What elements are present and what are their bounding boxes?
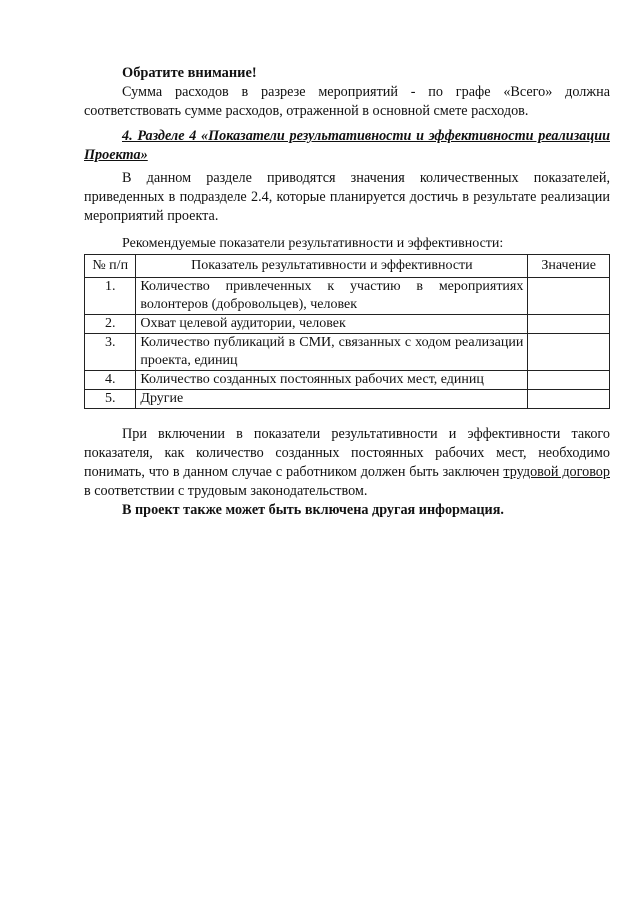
labor-contract-link[interactable]: трудовой договор — [503, 464, 610, 480]
table-row — [85, 371, 610, 390]
table-caption: Рекомендуемые показатели результативности и эффективности: — [122, 236, 504, 251]
row-num: 2. — [85, 315, 136, 334]
indicators-table — [84, 254, 610, 409]
row-value — [528, 390, 610, 409]
row-num: 4. — [85, 371, 136, 390]
header-value: Значение — [528, 255, 610, 278]
row-value — [528, 371, 610, 390]
section-4-intro: В данном разделе приводятся значения количественных показателей, приведенных в подразделе 2.4, которые планируется достичь в результате реализации мероприятий проекта. — [84, 170, 610, 224]
row-value — [528, 315, 610, 334]
employment-note-tail: в соответствии с трудовым законодательством. — [84, 483, 368, 499]
document-page — [84, 64, 610, 520]
row-indicator: Охват целевой аудитории, человек — [136, 315, 528, 334]
header-indicator: Показатель результативности и эффективности — [136, 255, 528, 278]
employment-note-text: При включении в показатели результативности и эффективности такого показателя, как количество созданных постоянных рабочих мест, необходимо понимать, что в данном случае с работником должен быть заключен — [84, 426, 610, 480]
employment-note — [84, 425, 610, 501]
section-4-heading-text: 4. Разделе 4 «Показатели результативности и эффективности реализации Проекта» — [84, 128, 610, 163]
table-row — [85, 315, 610, 334]
header-num: № п/п — [85, 255, 136, 278]
row-value — [528, 334, 610, 371]
row-num: 5. — [85, 390, 136, 409]
row-value — [528, 278, 610, 315]
table-row — [85, 278, 610, 315]
row-indicator: Количество привлеченных к участию в мероприятиях волонтеров (добровольцев), человек — [136, 278, 528, 315]
row-indicator: Количество созданных постоянных рабочих мест, единиц — [136, 371, 528, 390]
closing-note: В проект также может быть включена другая информация. — [122, 502, 504, 518]
row-indicator: Другие — [136, 390, 528, 409]
row-indicator: Количество публикаций в СМИ, связанных с ходом реализации проекта, единиц — [136, 334, 528, 371]
table-header-row — [85, 255, 610, 278]
table-row — [85, 334, 610, 371]
row-num: 3. — [85, 334, 136, 371]
section-4-heading — [84, 127, 610, 165]
attention-text: Сумма расходов в разрезе мероприятий - по графе «Всего» должна соответствовать сумме расходов, отраженной в основной смете расходов. — [84, 84, 610, 119]
table-row — [85, 390, 610, 409]
attention-title: Обратите внимание! — [122, 65, 257, 81]
row-num: 1. — [85, 278, 136, 315]
